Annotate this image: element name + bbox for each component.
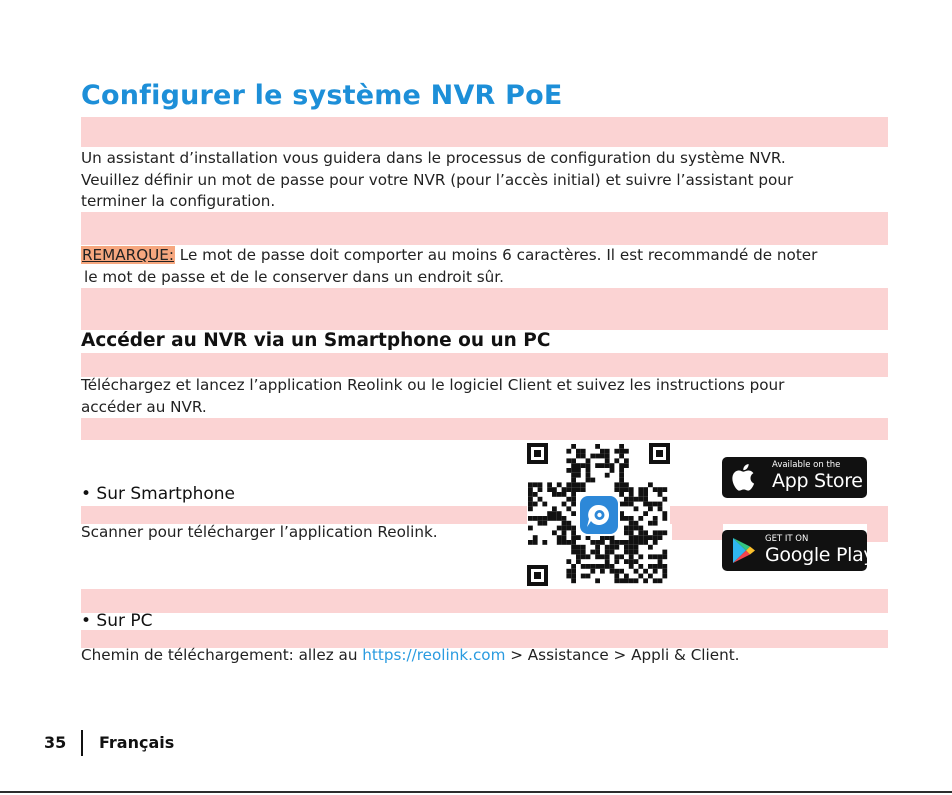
google-play-icon (732, 537, 756, 564)
intro-paragraph (81, 148, 793, 213)
highlight-band (81, 589, 888, 613)
access-paragraph (81, 375, 784, 418)
highlight-band (867, 516, 888, 542)
apple-icon (731, 462, 757, 492)
google-play-big: Google Play (765, 544, 875, 566)
note-label: REMARQUE: (82, 246, 174, 264)
bottom-rule (0, 791, 952, 793)
note-paragraph (81, 245, 817, 288)
pc-text-after: > Assistance > Appli & Client. (505, 646, 740, 664)
app-store-big: App Store (772, 470, 863, 492)
highlight-band (672, 516, 723, 540)
google-play-small: GET IT ON (765, 534, 809, 544)
access-line: Téléchargez et lancez l’application Reolink ou le logiciel Client et suivez les instructions pour (81, 376, 785, 394)
highlight-band (81, 418, 888, 440)
intro-line: Veuillez définir un mot de passe pour votre NVR (pour l’accès initial) et suivre l’assistant pour (81, 170, 794, 189)
pc-text-before: Chemin de téléchargement: allez au (81, 646, 363, 664)
highlight-band (81, 288, 888, 330)
highlight-band (81, 117, 888, 147)
intro-line: Un assistant d’installation vous guidera dans le processus de configuration du système NVR. (81, 149, 786, 167)
note-text: le mot de passe et de le conserver dans un endroit sûr. (84, 267, 504, 286)
reolink-link[interactable]: https://reolink.com (362, 646, 506, 664)
footer-language: Français (99, 733, 175, 752)
reolink-app-icon (578, 494, 620, 536)
section-heading: Accéder au NVR via un Smartphone ou un PC (81, 330, 551, 351)
access-line: accéder au NVR. (81, 397, 207, 416)
intro-line: terminer la configuration. (81, 192, 276, 210)
pc-heading: • Sur PC (81, 611, 153, 631)
smartphone-heading: • Sur Smartphone (81, 484, 236, 504)
highlight-band (81, 212, 888, 245)
footer-divider (81, 730, 83, 756)
page-title: Configurer le système NVR PoE (81, 80, 563, 111)
app-store-badge[interactable] (722, 457, 867, 498)
qr-code-icon[interactable] (527, 443, 670, 586)
page-number: 35 (44, 733, 67, 752)
pc-text (81, 645, 739, 667)
google-play-badge[interactable] (722, 530, 875, 571)
smartphone-text: Scanner pour télécharger l’application Reolink. (81, 523, 438, 541)
highlight-band (81, 353, 888, 377)
note-text: Le mot de passe doit comporter au moins 6 caractères. Il est recommandé de noter (174, 246, 818, 264)
app-store-small: Available on the (772, 460, 841, 470)
